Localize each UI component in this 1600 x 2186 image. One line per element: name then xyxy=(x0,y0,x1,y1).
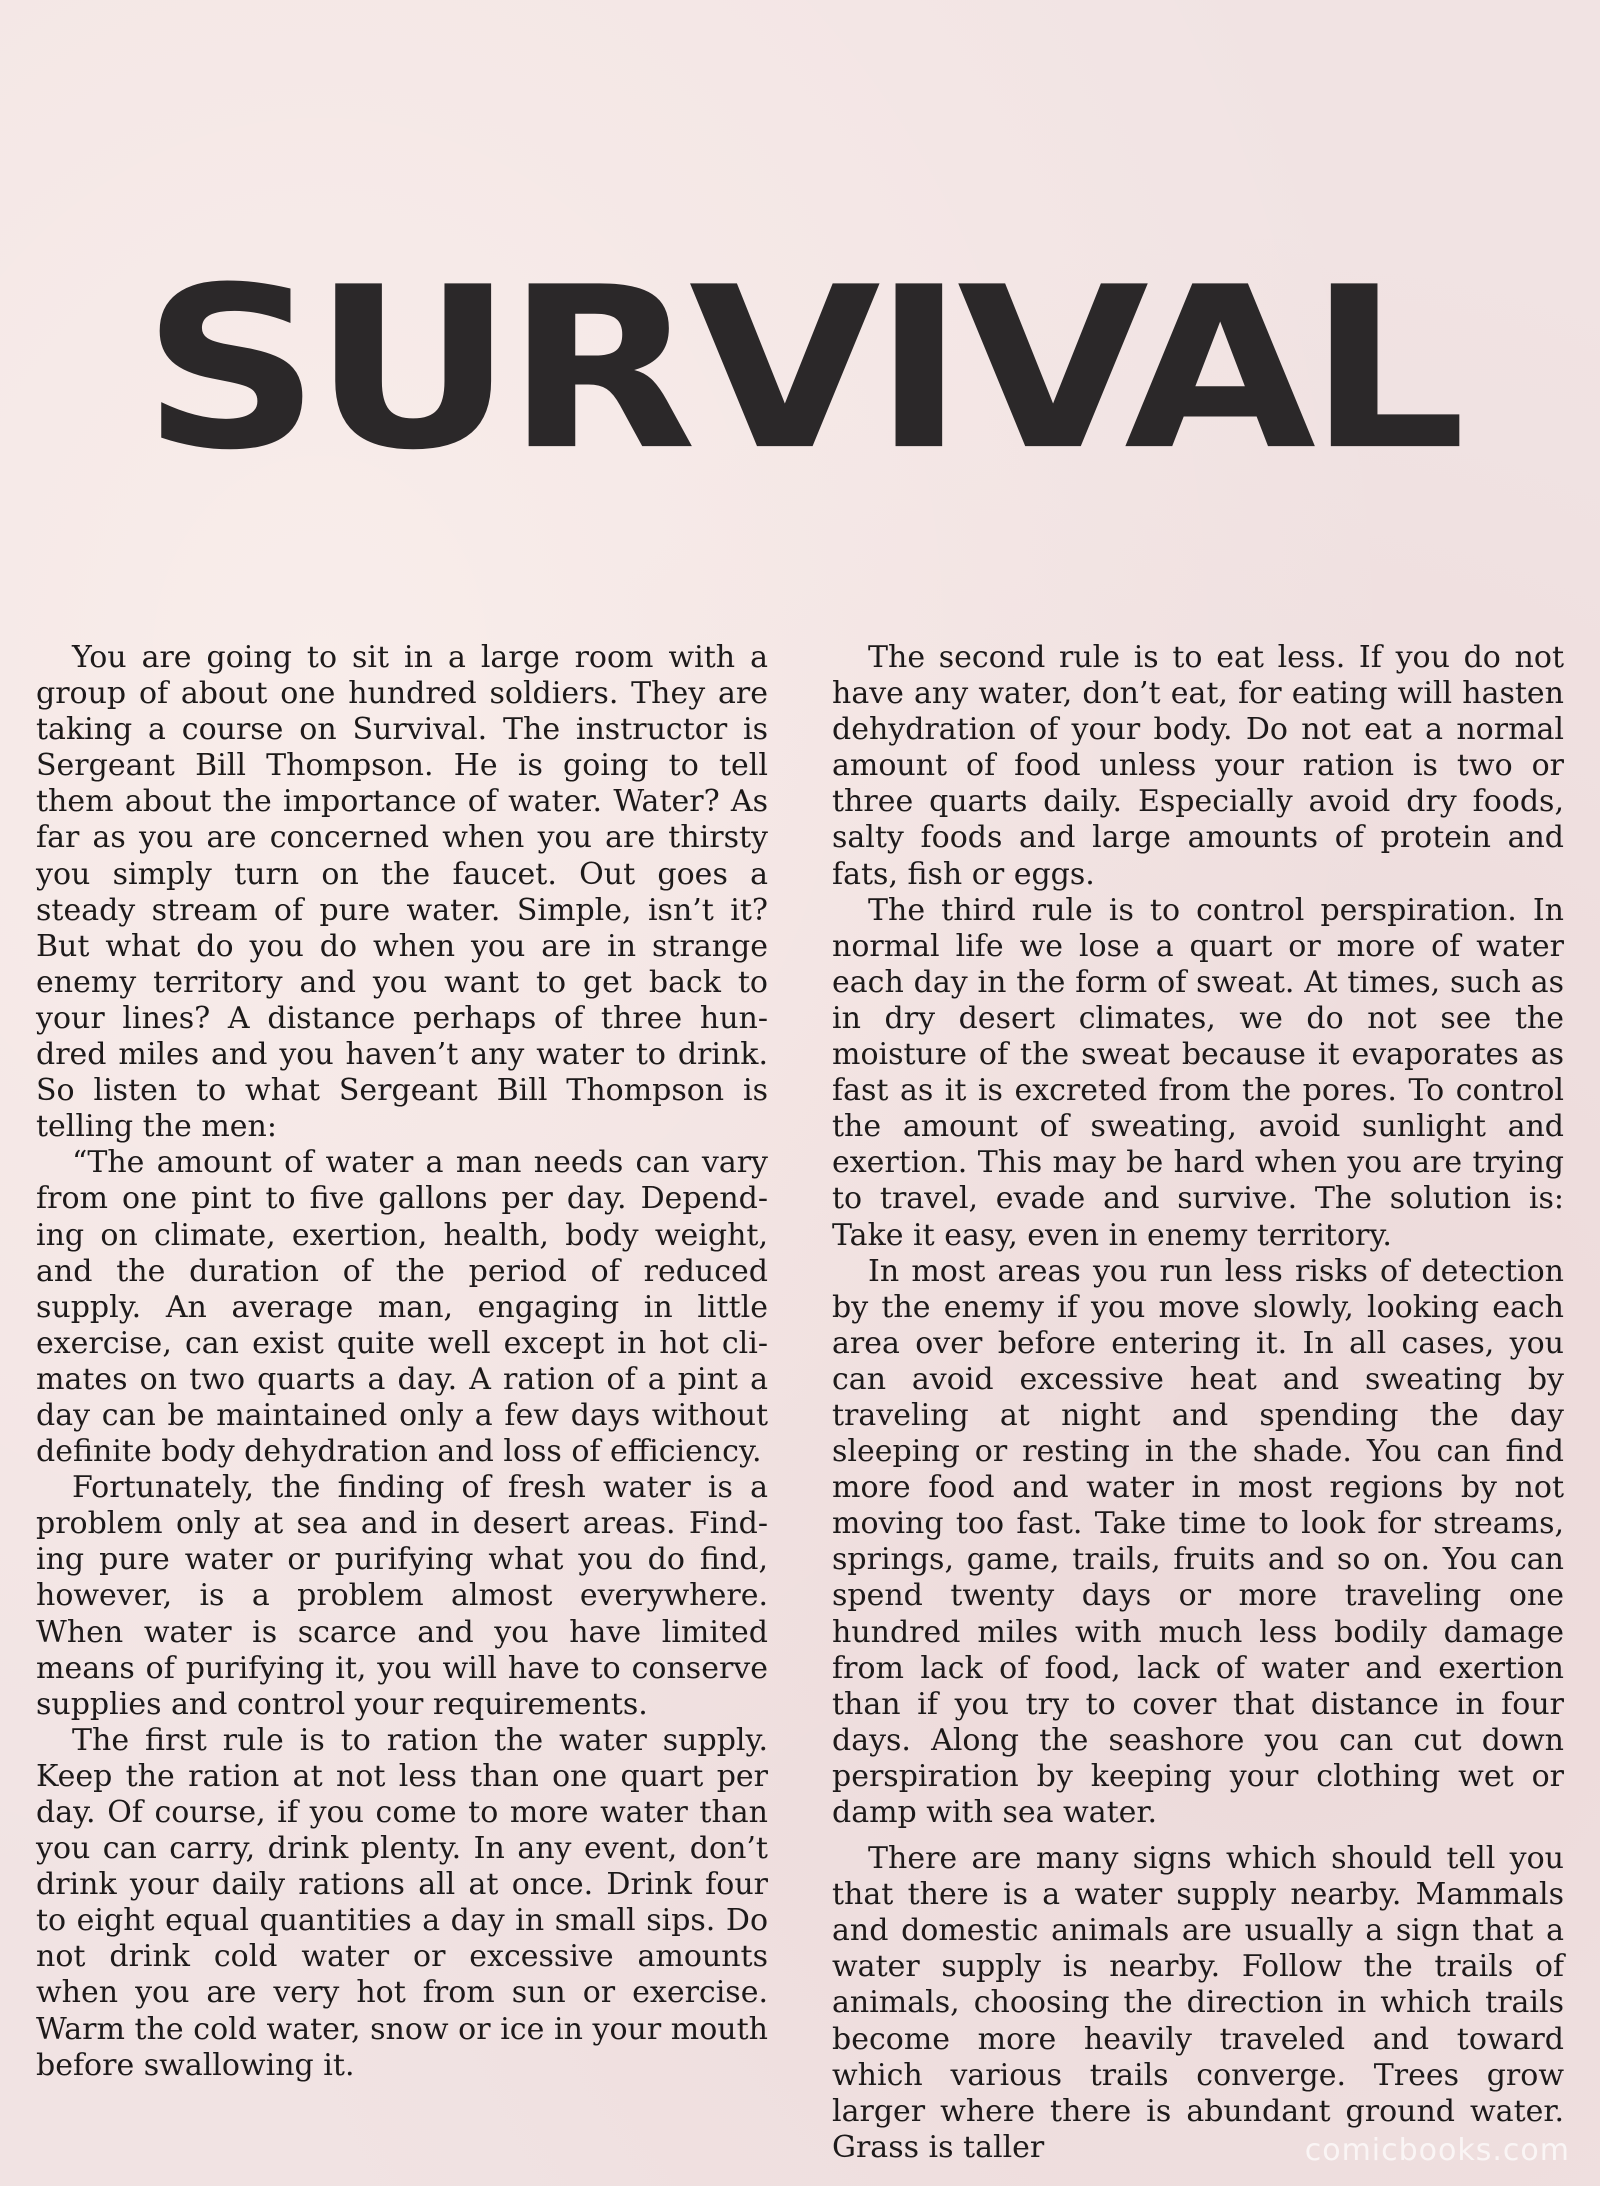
paragraph: There are many signs which should tell you that there is a water supply nearby. Mammals and domestic animals are usually a sign that a water supply is nearby. Follow the trails of animals, choosing the direction in which trails become more heavily traveled and toward which various trails converge. Trees grow larger where there is abundant ground water. Grass is taller xyxy=(832,1841,1564,2165)
paragraph: The second rule is to eat less. If you do not have any water, don’t eat, for eating will hasten dehydration of your body. Do not eat a normal amount of food unless your ration is two or three quarts daily. Especially avoid dry foods, salty foods and large amounts of protein and fats, fish or eggs. xyxy=(832,640,1564,892)
article-title: SURVIVAL xyxy=(141,240,1459,500)
paragraph: “The amount of water a man needs can vary from one pint to five gallons per day. Depending on climate, exertion, health, body weight, and the duration of the period of reduced supply. An average man, engaging in little exercise, can exist quite well except in hot climates on two quarts a day. A ration of a pint a day can be maintained only a few days without definite body dehydration and loss of efficiency. xyxy=(36,1145,768,1470)
paragraph: The third rule is to control perspiration. In normal life we lose a quart or more of water each day in the form of sweat. At times, such as in dry desert climates, we do not see the moisture of the sweat because it evaporates as fast as it is excreted from the pores. To control the amount of sweating, avoid sunlight and exertion. This may be hard when you are trying to travel, evade and survive. The solution is: Take it easy, even in enemy territory. xyxy=(832,892,1564,1253)
right-column xyxy=(832,640,1564,2166)
paragraph: Fortunately, the finding of fresh water is a problem only at sea and in desert areas. Finding pure water or purifying what you do find, however, is a problem almost everywhere. When water is scarce and you have limited means of purifying it, you will have to conserve supplies and control your requirements. xyxy=(36,1470,768,1722)
site-watermark: comicbooks.com xyxy=(1304,2133,1570,2168)
paragraph: In most areas you run less risks of detection by the enemy if you move slowly, looking each area over before entering it. In all cases, you can avoid excessive heat and sweating by traveling at night and spending the day sleeping or resting in the shade. You can find more food and water in most regions by not moving too fast. Take time to look for streams, springs, game, trails, fruits and so on. You can spend twenty days or more traveling one hundred miles with much less bodily damage from lack of food, lack of water and exertion than if you try to cover that distance in four days. Along the seashore you can cut down perspiration by keeping your clothing wet or damp with sea water. xyxy=(832,1253,1564,1830)
paragraph: You are going to sit in a large room with a group of about one hundred soldiers. They are taking a course on Survival. The instructor is Sergeant Bill Thompson. He is going to tell them about the importance of water. Water? As far as you are concerned when you are thirsty you simply turn on the faucet. Out goes a steady stream of pure water. Simple, isn’t it? But what do you do when you are in strange enemy territory and you want to get back to your lines? A distance perhaps of three hundred miles and you haven’t any water to drink. So listen to what Sergeant Bill Thompson is telling the men: xyxy=(36,640,768,1145)
paragraph: The first rule is to ration the water supply. Keep the ration at not less than one quart per day. Of course, if you come to more water than you can carry, drink plenty. In any event, don’t drink your daily rations all at once. Drink four to eight equal quantities a day in small sips. Do not drink cold water or excessive amounts when you are very hot from sun or exercise. Warm the cold water, snow or ice in your mouth before swallowing it. xyxy=(36,1722,768,2083)
left-column xyxy=(36,640,768,2084)
